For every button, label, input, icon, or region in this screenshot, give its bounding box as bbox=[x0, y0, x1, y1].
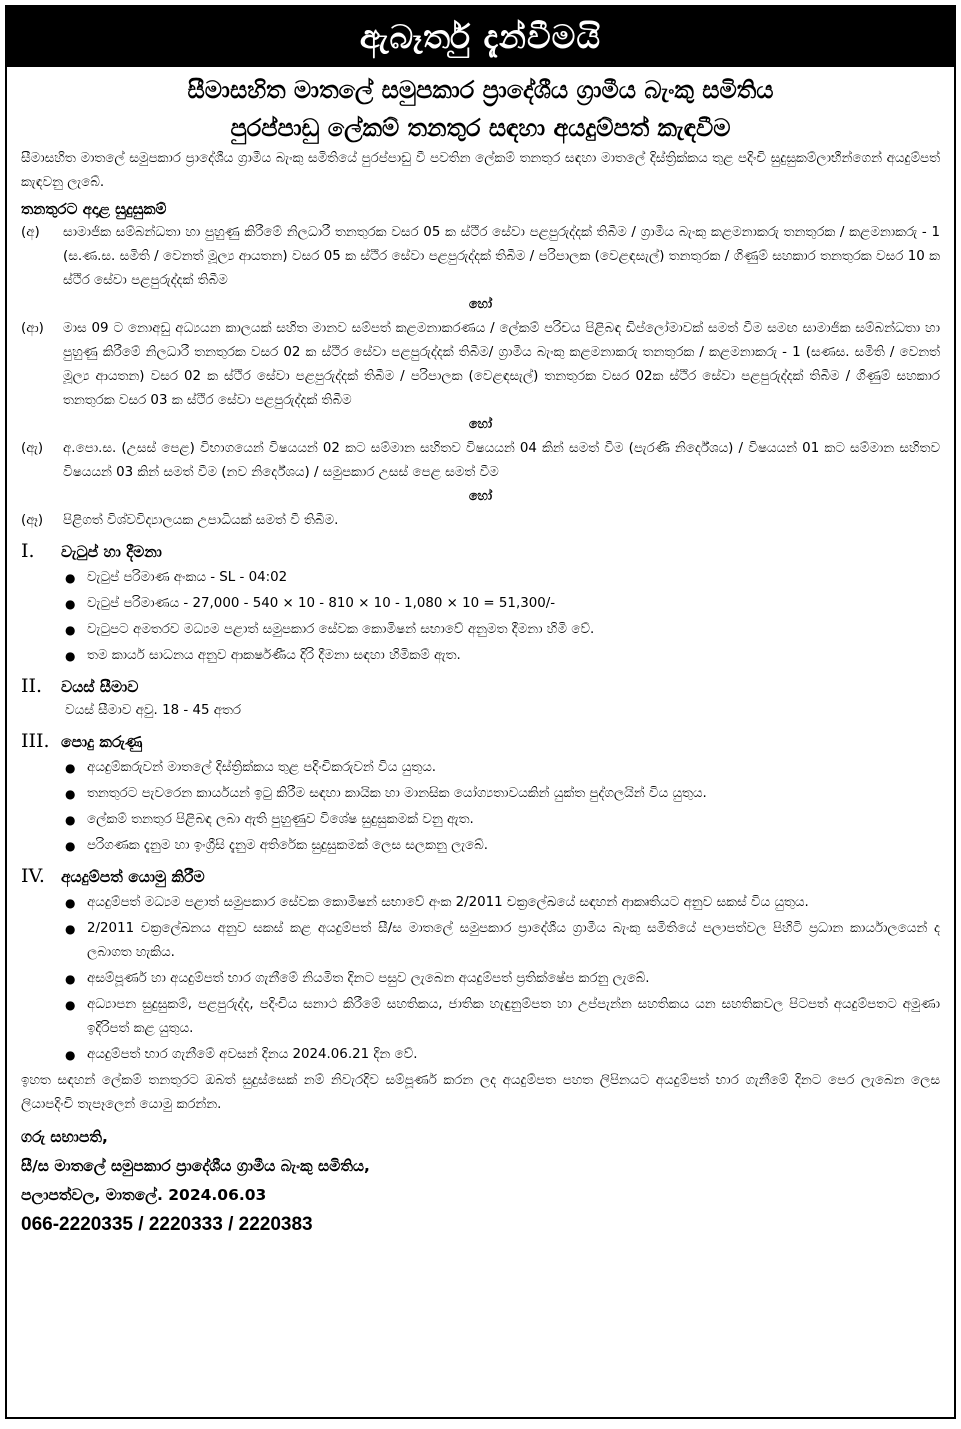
list-item: ● 2/2011 චක්‍රලේඛනය අනුව සකස් කළ අයදුම්පත් සී/ස මාතලේ සමුපකාර ප්‍රාදේශීය ග්‍රාමීය බැංකු සමිතියේ පලාපත්වල පිහිටි ප්‍රධාන කාර්යාලයෙන් ද ලබාගත හැකිය. bbox=[65, 917, 940, 965]
list-item: ● වැටුප් පරිමාණය - 27,000 - 540 × 10 - 810 × 10 - 1,080 × 10 = 51,300/- bbox=[65, 592, 940, 616]
list-item: ● අසම්පූර්ණ හා අයදුම්පත් භාර ගැනීමේ නියමිත දිනට පසුව ලැබෙන අයදුම්පත් ප්‍රතික්ෂේප කරනු ලැබේ. bbox=[65, 967, 940, 991]
section-number: III. bbox=[21, 730, 50, 752]
section-title: වයස් සීමාව bbox=[61, 678, 139, 696]
closing-paragraph: ඉහත සඳහන් ලේකම් තනතුරට ඔබත් සුදුස්සෙක් නම් නිවැරදිව සම්පූර්ණ කරන ලද අයදුම්පත පහත ලිපිනයට අයදුම්පත් භාර ගැනීමේ දිනට පෙර ලැබෙන ලෙස ලියාපදිංචි තැපෑලෙන් යොමු කරන්න. bbox=[21, 1073, 940, 1112]
notice-title: පුරප්පාඩු ලේකම් තනතුර සඳහා අයදුම්පත් කැඳවීම bbox=[230, 114, 731, 142]
list-item: ● තම කාර්ය සාධනය අනුව ආකර්ෂණීය දිරි දීමනා සඳහා හිමිකම් ඇත. bbox=[65, 644, 940, 668]
list-item: ● පරිගණක දැනුම හා ඉංග්‍රීසි දැනුම අතිරේක සුදුසුකමක් ලෙස සලකනු ලැබේ. bbox=[65, 834, 940, 858]
salary-list bbox=[21, 566, 940, 668]
qualification-mark: (ඇ) bbox=[21, 441, 44, 456]
or-separator: හෝ bbox=[468, 297, 493, 312]
list-item: ● වැටුපට අමතරව මධ්‍යම පළාත් සමුපකාර සේවක කොමිෂන් සභාවේ අනුමත දීමනා හිමි වේ. bbox=[65, 618, 940, 642]
qualification-item bbox=[21, 437, 940, 485]
qualification-item bbox=[21, 509, 940, 533]
age-limit-text: වයස් සීමාව අවු. 18 - 45 අතර bbox=[65, 703, 241, 718]
section-number: II. bbox=[21, 675, 43, 697]
contact-phone-numbers: 066-2220335 / 2220333 / 2220383 bbox=[21, 1214, 313, 1235]
signature-address-date: පලාපත්වල, මාතලේ. 2024.06.03 bbox=[21, 1186, 267, 1204]
signature-title: ගරු සභාපති, bbox=[21, 1128, 108, 1146]
qualification-item bbox=[21, 317, 940, 413]
qualification-text: අ.පො.ස. (උසස් පෙළ) විභාගයෙන් විෂයයන් 02 කට සම්මාන සහිතව විෂයයන් 04 කින් සමත් වීම (පැරණි නිර්දේශය) / විෂයයන් 01 කට සම්මාන සහිතව විෂයයන් 03 කින් සමත් වීම (නව නිර්දේශය) / සමුපකාර උසස් පෙළ සමත් වීම bbox=[63, 441, 940, 480]
qualification-text: පිළිගත් විශ්වවිද්‍යාලයක උපාධියක් සමත් වී තිබීම. bbox=[63, 513, 339, 528]
list-item: ● අයදුම්කරුවන් මාතලේ දිස්ත්‍රික්කය තුළ පදිංචිකරුවන් විය යුතුය. bbox=[65, 756, 940, 780]
qualification-mark: (ඈ) bbox=[21, 513, 44, 528]
qualification-text: සාමාජික සම්බන්ධතා හා පුහුණු කිරීමේ නිලධාරී තනතුරක වසර 05 ක ස්ථිර සේවා පළපුරුද්දක් තිබීම / ග්‍රාමීය බැංකු කළමනාකරු තනතුරක / කළමනාකරු - 1 (ස.ණ.ස. සමිති / වෙනත් මූල්‍ය ආයතන) වසර 05 ක ස්ථිර සේවා පළපුරුද්දක් තිබීම / පරිපාලක (වෙළඳසැල්) තනතුරක / ගිණුම් සහකාර තනතුරක වසර 10 ක ස්ථිර සේවා පළපුරුද්දක් තිබීම bbox=[63, 225, 940, 288]
vacancy-banner bbox=[7, 7, 954, 67]
qualification-item bbox=[21, 221, 940, 293]
or-separator: හෝ bbox=[468, 489, 493, 504]
list-item: ● අධ්‍යාපන සුදුසුකම්, පළපුරුද්ද, පදිංචිය සනාථ කිරීමේ සහතිකය, ජාතික හැඳුනුම්පත හා උප්පැන්න සහතිකය යන සහතිකවල පිටපත් අයදුම්පතට අමුණා ඉදිරිපත් කළ යුතුය. bbox=[65, 993, 940, 1041]
section-apply-heading bbox=[21, 864, 940, 889]
section-title: අයදුම්පත් යොමු කිරීම bbox=[61, 868, 205, 886]
qualification-mark: (ආ) bbox=[21, 321, 44, 336]
list-item: ● වැටුප් පරිමාණ අංකය - SL - 04:02 bbox=[65, 566, 940, 590]
section-age-heading bbox=[21, 674, 940, 699]
section-number: IV. bbox=[21, 865, 45, 887]
vacancy-banner-text: ඇබෑර්තු දැන්වීමයි bbox=[359, 17, 602, 56]
signature-block bbox=[21, 1123, 940, 1239]
advertisement-page bbox=[5, 5, 956, 1419]
or-separator: හෝ bbox=[468, 417, 493, 432]
organization-title: සීමාසහිත මාතලේ සමුපකාර ප්‍රාදේශීය ග්‍රාමීය බැංකු සමිතිය bbox=[187, 76, 774, 104]
list-item: ● අයදුම්පත් භාර ගැනීමේ අවසන් දිනය 2024.06.21 දින වේ. bbox=[65, 1043, 940, 1067]
general-list bbox=[21, 756, 940, 858]
apply-list bbox=[21, 891, 940, 1067]
qualification-text: මාස 09 ට නොඅඩු අධ්‍යයන කාලයක් සහිත මානව සම්පත් කළමනාකරණය / ලේකම් පරිචය පිළිබඳ ඩිප්ලෝමාවක් සමත් වීම සමඟ සාමාජික සම්බන්ධතා හා පුහුණු කිරීමේ නිලධාරී තනතුරක වසර 02 ක ස්ථිර සේවා පළපුරුද්දක් තිබීම/ ග්‍රාමීය බැංකු කළමනාකරු තනතුරක / කළමනාකරු - 1 (සණස. සමිති / වෙනත් මූල්‍ය ආයතන) වසර 02 ක ස්ථිර සේවා පළපුරුද්දක් තිබීම / පරිපාලක (වෙළඳසැල්) තනතුරක වසර 02ක ස්ථිර සේවා පළපුරුද්දක් තිබීම / ගිණුම් සහකාර තනතුරක වසර 03 ක ස්ථිර සේවා පළපුරුද්දක් තිබීම bbox=[63, 321, 940, 408]
section-general-heading bbox=[21, 729, 940, 754]
signature-organization: සී/ස මාතලේ සමුපකාර ප්‍රාදේශීය ග්‍රාමීය බැංකු සමිතිය, bbox=[21, 1157, 370, 1175]
section-number: I. bbox=[21, 540, 35, 562]
section-title: පොදු කරුණු bbox=[61, 733, 143, 751]
qualification-mark: (අ) bbox=[21, 225, 40, 240]
list-item: ● ලේකම් තනතුර පිළිබඳ ලබා ඇති පුහුණුව විශේෂ සුදුසුකමක් වනු ඇත. bbox=[65, 808, 940, 832]
list-item: ● තනතුරට පැවරෙන කාර්යයන් ඉටු කිරීම සඳහා කායික හා මානසික යෝග්‍යතාවයකින් යුක්ත පුද්ගලයින් විය යුතුය. bbox=[65, 782, 940, 806]
intro-paragraph: සීමාසහිත මාතලේ සමුපකාර ප්‍රාදේශීය ග්‍රාමීය බැංකු සමිතියේ පුරප්පාඩු වී පවතින ලේකම් තනතුර සඳහා මාතලේ දිස්ත්‍රික්කය තුළ පදිංචි සුදුසුකම්ලාභීන්ගෙන් අයදුම්පත් කැඳවනු ලැබේ. bbox=[21, 151, 940, 190]
notice-body bbox=[7, 147, 954, 1239]
section-salary-heading bbox=[21, 539, 940, 564]
qualifications-heading: තනතුරට අදාළ සුදුසුකම් bbox=[21, 200, 167, 218]
section-title: වැටුප් හා දීමනා bbox=[61, 543, 162, 561]
list-item: ● අයදුම්පත් මධ්‍යම පළාත් සමුපකාර සේවක කොමිෂන් සභාවේ අංක 2/2011 චක්‍රලේඛයේ සඳහන් ආකෘතියට අනුව සකස් විය යුතුය. bbox=[65, 891, 940, 915]
